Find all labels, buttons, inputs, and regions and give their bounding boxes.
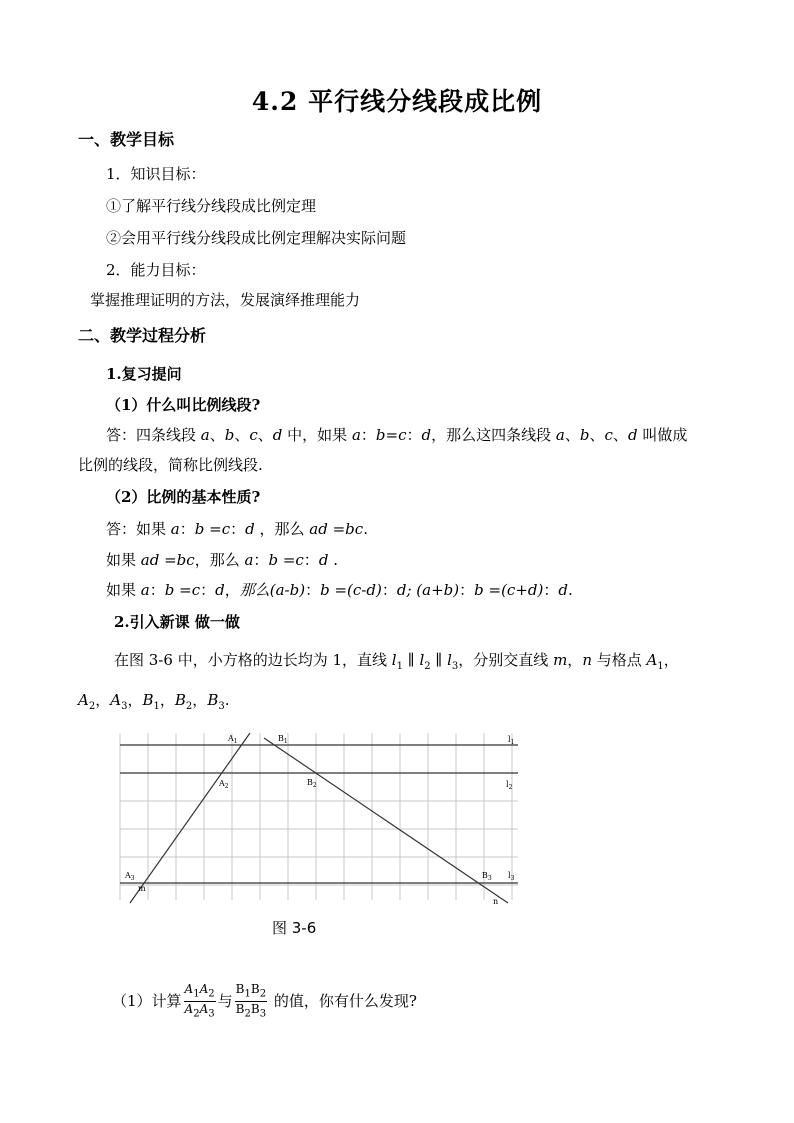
- intro-line-2: $A_2$，$A_3$，$B_1$，$B_2$，$B_3$.: [78, 691, 230, 712]
- question-1: （1）什么叫比例线段?: [106, 396, 261, 414]
- subheading-new-lesson: 2.引入新课 做一做: [114, 613, 240, 631]
- label-a3: $A_3$: [125, 871, 135, 882]
- grid-lines: [120, 733, 518, 900]
- section-heading-objectives: 一、教学目标: [78, 130, 175, 149]
- objective-2: ②会用平行线分线段成比例定理解决实际问题: [106, 229, 407, 247]
- question-prefix: （1）计算: [112, 991, 182, 1010]
- label-l3: $l_3$: [508, 871, 515, 882]
- figure-caption: 图 3-6: [272, 919, 317, 937]
- knowledge-objective-label: 1．知识目标：: [106, 165, 206, 183]
- parallel-lines: [120, 745, 518, 883]
- label-a2: $A_2$: [219, 779, 229, 790]
- ability-objective-label: 2．能力目标：: [106, 261, 206, 279]
- label-b1: $B_1$: [278, 734, 288, 745]
- label-b2: $B_2$: [307, 778, 317, 789]
- question-2: （2）比例的基本性质?: [106, 488, 261, 506]
- question-mid: 与: [217, 991, 233, 1010]
- answer-2-line1: 答：如果 a：b =c：d ，那么 ad =bc.: [106, 520, 368, 538]
- answer-1-line2: 比例的线段，简称比例线段.: [78, 456, 263, 474]
- section-heading-process: 二、教学过程分析: [78, 326, 207, 345]
- subheading-review: 1.复习提问: [106, 365, 182, 383]
- question-suffix: 的值，你有什么发现?: [273, 991, 417, 1010]
- answer-2-line2: 如果 ad =bc，那么 a：b =c：d .: [106, 551, 338, 569]
- answer-2-line3: 如果 a：b =c：d，那么(a-b)：b =(c-d)：d; (a+b)：b =(c+d)：d.: [106, 581, 573, 599]
- transversals: [130, 733, 508, 903]
- line-n: [264, 738, 508, 903]
- intro-line-1: 在图 3-6 中，小方格的边长均为 1，直线 $l_1$ ∥ $l_2$ ∥ $l_3$，分别交直线 m，n 与格点 $A_1$，: [114, 651, 679, 672]
- label-m: m: [138, 884, 146, 893]
- page-title: 4.2 平行线分线段成比例: [251, 87, 543, 116]
- label-a1: $A_1$: [228, 734, 238, 745]
- fraction-b: $\frac{B_1B_2}{B_2B_3}$: [235, 982, 267, 1020]
- question-compute: [112, 982, 417, 1022]
- fraction-a: $\frac{A_1A_2}{A_2A_3}$: [184, 982, 215, 1020]
- objective-3: 掌握推理证明的方法，发展演绎推理能力: [90, 291, 361, 309]
- label-n: n: [493, 897, 499, 906]
- objective-1: ①了解平行线分线段成比例定理: [106, 197, 317, 215]
- label-b3: $B_3$: [482, 871, 492, 882]
- label-l1: $l_1$: [508, 735, 515, 746]
- answer-1-line1: 答：四条线段 a、b、c、d 中，如果 a：b=c：d，那么这四条线段 a、b、c、d 叫做成: [106, 426, 688, 444]
- label-l2: $l_2$: [506, 780, 513, 791]
